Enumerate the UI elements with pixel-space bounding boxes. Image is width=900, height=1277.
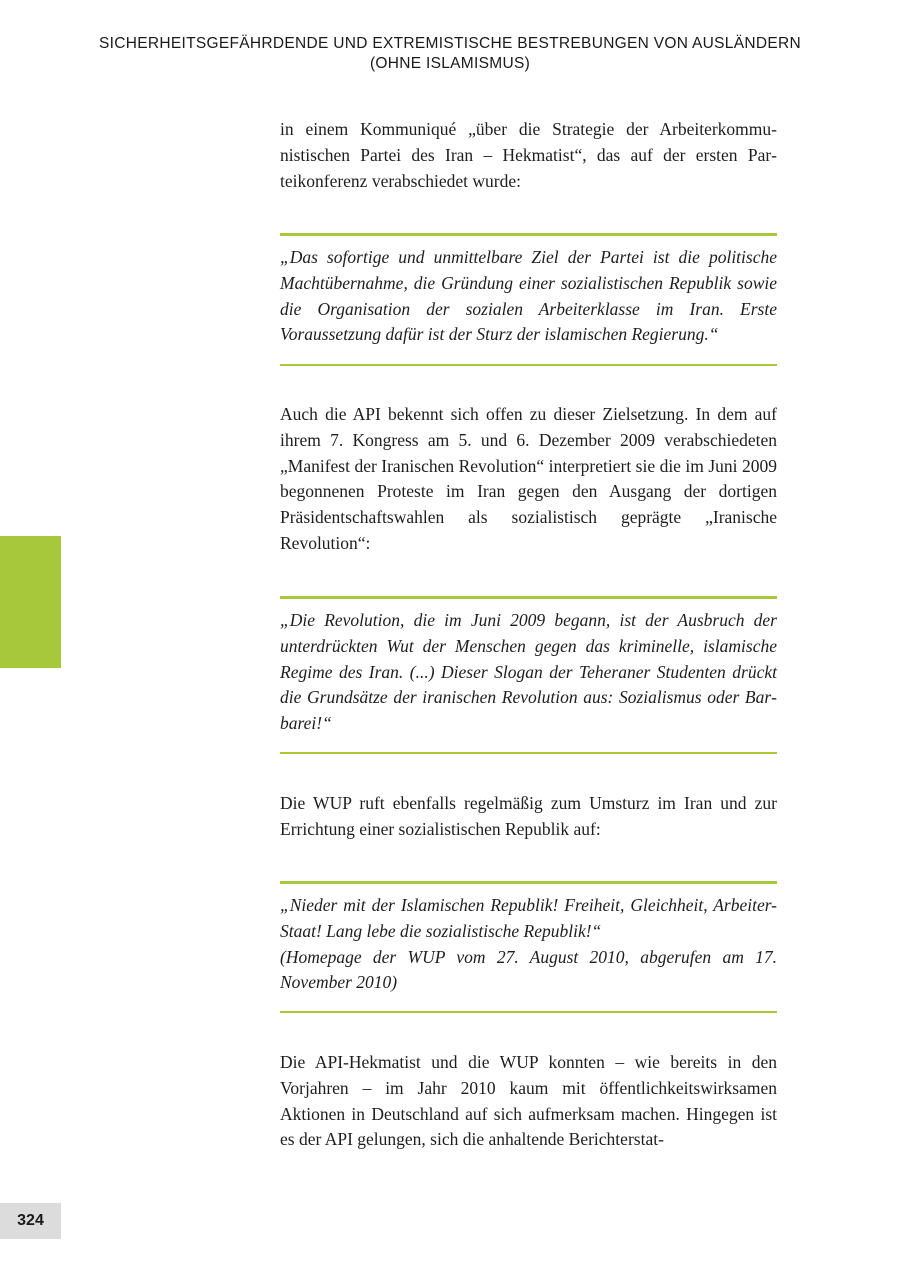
block-quote-2 <box>280 596 777 749</box>
running-header <box>60 34 840 74</box>
running-header-line-2: (OHNE ISLAMISMUS) <box>369 55 531 72</box>
block-quote-3 <box>280 881 777 1008</box>
chapter-marker-tab <box>0 536 61 668</box>
block-quote-1-text: „Das sofortige und unmittelbare Ziel der Partei ist die politische Machtübernahme, die Gründung einer sozialistischen Republik sowie die Organisation der sozialen Arbeiterklasse im Iran. Erste Voraussetzung dafür ist der Sturz der islamischen Regierung.“ <box>280 247 777 345</box>
body-paragraph-2: Auch die API bekennt sich offen zu dieser Zielsetzung. In dem auf ihrem 7. Kongress am 5. und 6. Dezember 2009 verabschiedeten „Manifest der Iranischen Revolution“ interpretiert sie die im Juni 2009 begonnenen Proteste im Iran gegen den Ausgang der dortigen Präsidentschaftswahlen als sozialistisch geprägte „Iranische Revolution“: <box>280 404 777 553</box>
running-header-line-1: SICHERHEITSGEFÄHRDENDE UND EXTREMISTISCHE BESTREBUNGEN VON AUSLÄNDERN <box>99 35 801 52</box>
block-quote-3-rule <box>280 1011 777 1013</box>
body-paragraph-3: Die WUP ruft ebenfalls regelmäßig zum Umsturz im Iran und zur Errichtung einer sozialistischen Republik auf: <box>280 793 777 839</box>
body-paragraph-1: in einem Kommuniqué „über die Strategie der Arbeiterkommunistischen Partei des Iran – Hekmatist“, das auf der ersten Parteikonferenz verabschiedet wurde: <box>280 119 777 191</box>
block-quote-3-body <box>280 884 777 1008</box>
block-quote-1-rule <box>280 364 777 366</box>
block-quote-3-text: „Nieder mit der Islamischen Republik! Freiheit, Gleichheit, Arbeiter-Staat! Lang lebe die sozialistische Republik!“ <box>280 895 777 941</box>
page-number: 324 <box>17 1212 44 1229</box>
block-quote-3-source: (Homepage der WUP vom 27. August 2010, abgerufen am 17. November 2010) <box>280 946 777 993</box>
page-number-box <box>0 1203 61 1239</box>
block-quote-2-rule <box>280 752 777 754</box>
block-quote-1 <box>280 233 777 360</box>
body-paragraph-4: Die API-Hekmatist und die WUP konnten – wie bereits in den Vorjahren – im Jahr 2010 kaum mit öffentlichkeitswirksamen Aktionen in Deutschland auf sich aufmerksam machen. Hingegen ist es der API gelungen, sich die anhaltende Berichterstat- <box>280 1052 777 1150</box>
block-quote-2-text: „Die Revolution, die im Juni 2009 begann, ist der Ausbruch der unterdrückten Wut der Menschen gegen das kriminelle, islamische Regime des Iran. (...) Dieser Slogan der Teheraner Studenten drückt die Grundsätze der iranischen Revolution aus: Sozialismus oder Barbarei!“ <box>280 610 777 734</box>
